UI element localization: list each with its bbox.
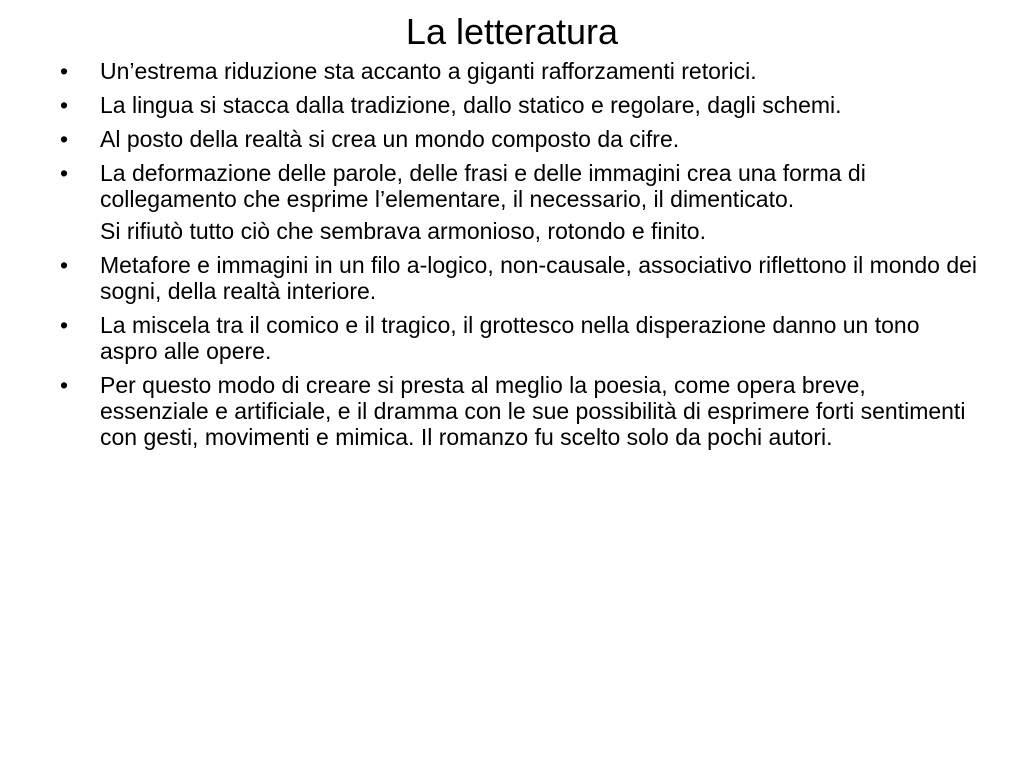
bullet-list	[60, 58, 980, 458]
bullet-item	[60, 92, 980, 118]
slide-title: La letteratura	[405, 11, 619, 52]
bullet-item	[60, 372, 980, 450]
bullet-text: La miscela tra il comico e il tragico, il grottesco nella disperazione danno un tono aspro alle opere.	[100, 312, 920, 364]
bullet-text: Metafore e immagini in un filo a-logico, non-causale, associativo riflettono il mondo dei sogni, della realtà interiore.	[100, 252, 978, 304]
bullet-item	[60, 160, 980, 212]
bullet-icon: •	[60, 372, 69, 398]
bullet-item	[60, 252, 980, 304]
paragraph-text: Si rifiutò tutto ciò che sembrava armonioso, rotondo e finito.	[100, 218, 706, 244]
bullet-text: Per questo modo di creare si presta al meglio la poesia, come opera breve, essenziale e artificiale, e il dramma con le sue possibilità di esprimere forti sentimenti con gesti, movimenti e mimica. Il romanzo fu scelto solo da pochi autori.	[100, 372, 966, 450]
bullet-item	[60, 312, 980, 364]
bullet-text: La lingua si stacca dalla tradizione, dallo statico e regolare, dagli schemi.	[100, 92, 842, 118]
bullet-item	[60, 58, 980, 84]
bullet-item	[60, 126, 980, 152]
continuation-paragraph	[60, 218, 980, 244]
bullet-icon: •	[60, 160, 69, 186]
bullet-icon: •	[60, 312, 69, 338]
bullet-text: Al posto della realtà si crea un mondo composto da cifre.	[100, 126, 680, 152]
bullet-text: La deformazione delle parole, delle frasi e delle immagini crea una forma di collegamento che esprime l’elementare, il necessario, il dimenticato.	[100, 160, 866, 212]
bullet-icon: •	[60, 126, 69, 152]
bullet-text: Un’estrema riduzione sta accanto a giganti rafforzamenti retorici.	[100, 58, 757, 84]
bullet-icon: •	[60, 252, 69, 278]
bullet-icon: •	[60, 58, 69, 84]
bullet-icon: •	[60, 92, 69, 118]
